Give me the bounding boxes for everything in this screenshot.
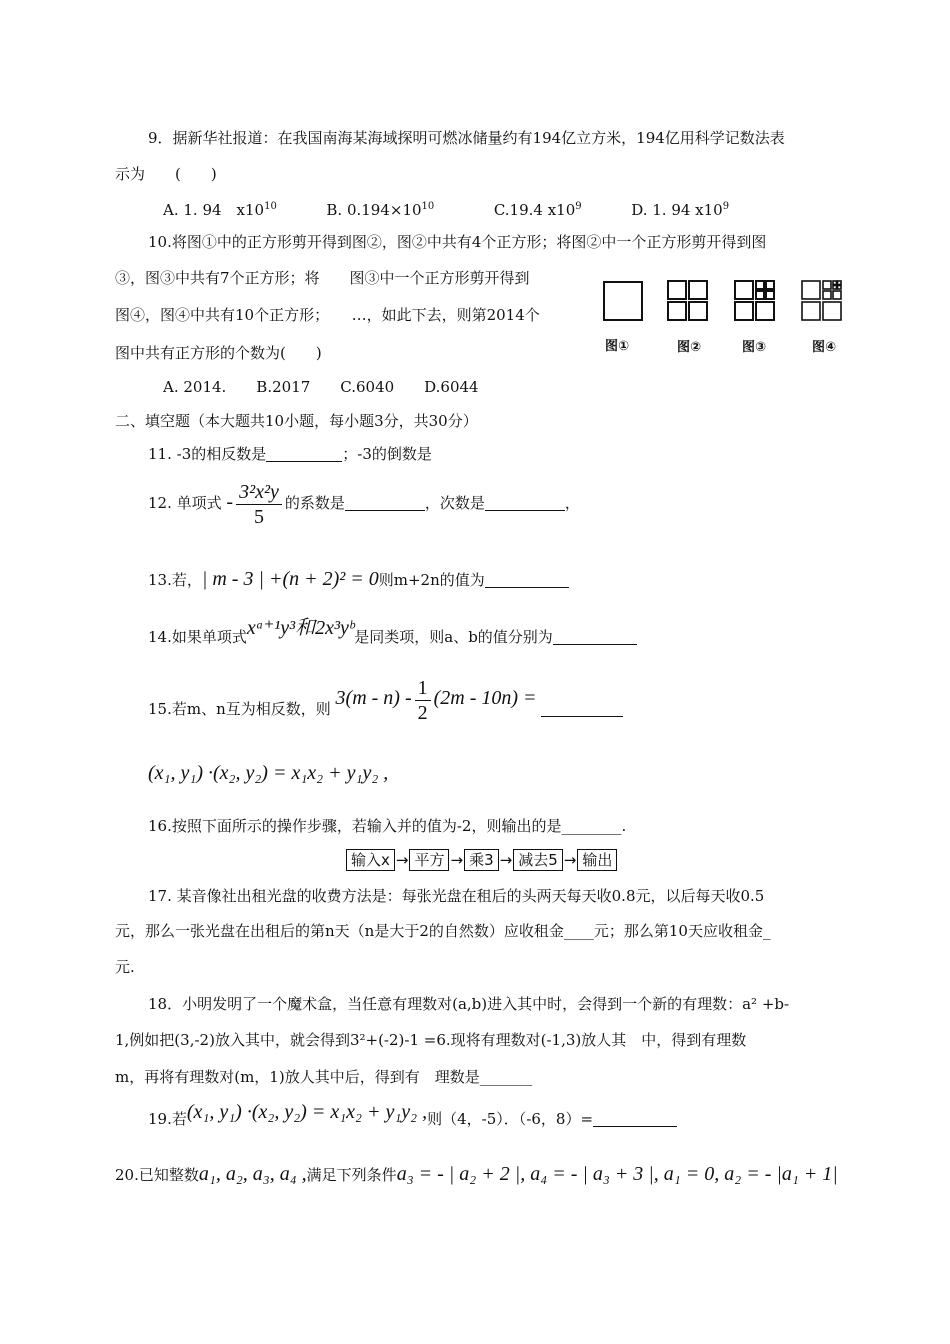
q10-line4: 图中共有正方形的个数为( ) bbox=[115, 344, 322, 362]
figure-label-3: 图③ bbox=[742, 340, 767, 355]
flow-step-input: 输入x bbox=[346, 849, 395, 871]
stray-operation-definition: (x₁, y₁) ·(x₂, y₂) = x₁x₂ + y₁y₂ , bbox=[148, 762, 389, 784]
q15-blank[interactable] bbox=[541, 700, 623, 717]
q17-line1: 17. 某音像社出租光盘的收费方法是：每张光盘在租后的头两天每天收0.8元，以后每天收0.5 bbox=[148, 887, 765, 905]
q20: 20.已知整数a₁, a₂, a₃, a₄ ,满足下列条件a₃ = - | a₂ + 2 |, a₄ = - | a₃ + 3 |, a₁ = 0, a₂ = - |a₁ + 1| bbox=[115, 1163, 838, 1185]
q19: 19.若(x₁, y₁) ·(x₂, y₂) = x₁x₂ + y₁y₂ ,则（4，-5）．（-6，8）= bbox=[148, 1104, 677, 1133]
q19-blank[interactable] bbox=[593, 1110, 677, 1127]
figure-label-4: 图④ bbox=[812, 340, 837, 355]
figure-label-1: 图① bbox=[605, 339, 630, 354]
q16-flowchart: 输入x → 平方 → 乘3 → 减去5 → 输出 bbox=[346, 849, 617, 871]
q14-blank[interactable] bbox=[553, 628, 637, 645]
q19-operation: (x₁, y₁) ·(x₂, y₂) = x₁x₂ + y₁y₂ , bbox=[186, 1101, 428, 1123]
q18-line1: 18．小明发明了一个魔术盒，当任意有理数对(a,b)进入其中时，会得到一个新的有理数：a² +b- bbox=[148, 995, 790, 1013]
q15-fraction: $\frac{1}{2}$ bbox=[415, 676, 431, 725]
q12-blank-1[interactable] bbox=[345, 494, 425, 511]
q15: 15.若m、n互为相反数，则 3(m - n) - $\frac{1}{2}$ (2m - 10n) = bbox=[148, 680, 623, 737]
q13: 13.若，| m - 3 | +(n + 2)² = 0则m+2n的值为 bbox=[148, 565, 569, 594]
q20-conditions: a₃ = - | a₂ + 2 |, a₄ = - | a₃ + 3 |, a₁ = 0, a₂ = - |a₁ + 1| bbox=[396, 1163, 838, 1185]
flow-step-multiply: 乘3 bbox=[464, 849, 499, 871]
flow-step-square: 平方 bbox=[409, 849, 449, 871]
q14: 14.如果单项式xᵃ⁺¹y³和2x³yᵇ是同类项，则a、b的值分别为 bbox=[148, 622, 637, 651]
q12-blank-2[interactable] bbox=[485, 494, 565, 511]
q10-line3: 图④，图④中共有10个正方形； …，如此下去，则第2014个 bbox=[115, 306, 540, 324]
q18-line2: 1,例如把(3,-2)放入其中，就会得到3²+(-2)-1 =6.现将有理数对(-1,3)放人其 中，得到有理数 bbox=[115, 1031, 747, 1049]
q12: 12. 单项式 - $\frac{\text{3²x²y}}{5}$ 的系数是 ，次数是 ， bbox=[148, 480, 580, 528]
q9-line2: 示为 ( ) bbox=[115, 165, 217, 183]
figure-1-square bbox=[604, 282, 642, 320]
q9-option-a: A. 1. 94 $x10^{10}$ bbox=[163, 201, 277, 219]
q10-line1: 10.将图①中的正方形剪开得到图②，图②中共有4个正方形；将图②中一个正方形剪开得到图 bbox=[148, 233, 767, 251]
figure-3-squares bbox=[735, 281, 774, 320]
q11: 11. -3的相反数是 ；-3的倒数是 bbox=[148, 445, 432, 463]
q9-option-c: C.19.4 $x10^9$ bbox=[493, 201, 582, 219]
q9-option-b: B. $0.194\times 10^{10}$ bbox=[326, 201, 435, 219]
q10-options: A. 2014. B.2017 C.6040 D.6044 bbox=[163, 378, 479, 396]
q11-blank-1[interactable] bbox=[266, 445, 342, 462]
q17-line2: 元，那么一张光盘在出租后的第n天（n是大于2的自然数）应收租金____元；那么第10天应收租金_ bbox=[115, 922, 771, 940]
q18-line3: m，再将有理数对(m，1)放人其中后，得到有 理数是_______ bbox=[115, 1068, 533, 1086]
q10-line2: ③，图③中共有7个正方形；将 图③中一个正方形剪开得到 bbox=[115, 269, 530, 287]
q9-option-d: D. 1. 94 $x10^9$ bbox=[631, 201, 730, 219]
q12-fraction: $\frac{\text{3²x²y}}{5}$ bbox=[236, 480, 282, 529]
figure-4-squares bbox=[802, 281, 841, 320]
q14-monomials: xᵃ⁺¹y³和2x³yᵇ bbox=[246, 617, 355, 639]
q13-equation: | m - 3 | +(n + 2)² = 0 bbox=[201, 568, 379, 590]
figure-2-squares bbox=[668, 281, 707, 320]
q20-variables: a₁, a₂, a₃, a₄ , bbox=[198, 1163, 307, 1185]
q9-line1: 9．据新华社报道：在我国南海某海域探明可燃冰储量约有194亿立方米，194亿用科学记数法表 bbox=[148, 129, 785, 147]
q17-line3: 元. bbox=[115, 958, 135, 976]
section-heading: 二、填空题（本大题共10小题，每小题3分，共30分） bbox=[115, 412, 478, 430]
flow-step-subtract: 减去5 bbox=[513, 849, 563, 871]
q16-text: 16.按照下面所示的操作步骤，若输入并的值为-2，则输出的是________. bbox=[148, 817, 627, 835]
figure-label-2: 图② bbox=[677, 340, 702, 355]
q13-blank[interactable] bbox=[485, 571, 569, 588]
q9-options bbox=[163, 200, 729, 220]
flow-step-output: 输出 bbox=[577, 849, 617, 871]
